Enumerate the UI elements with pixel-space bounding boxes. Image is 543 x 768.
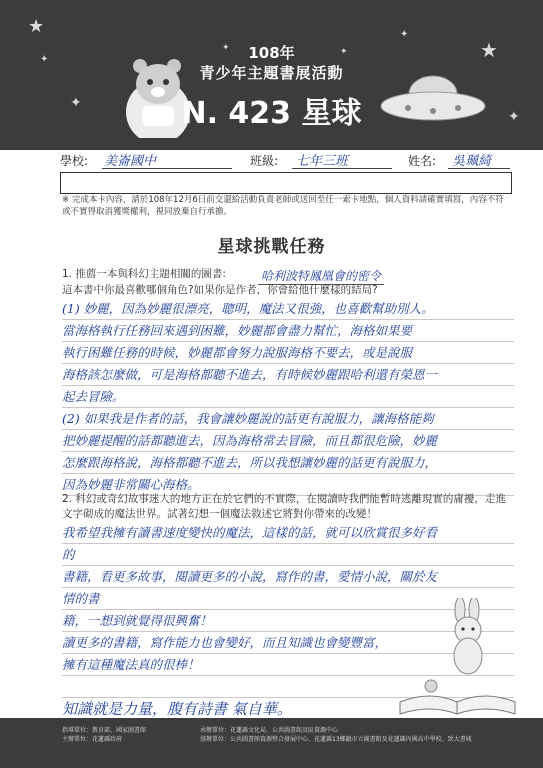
school-field[interactable]: 美崙國中 [104, 154, 157, 169]
answer-line: 知識就是力量，腹有詩書 氣自華。 [62, 700, 292, 718]
school-label: 學校: [60, 154, 89, 168]
star-icon: ✦ [222, 43, 230, 53]
answer-line: 擁有這種魔法真的很棒！ [62, 657, 200, 672]
answer-line: 起去冒險。 [62, 389, 125, 404]
ufo-icon [378, 70, 488, 130]
mission-title: 星球挑戰任務 [217, 237, 326, 257]
class-label: 班級: [250, 154, 279, 168]
footer-coorganizers: 承辦單位：花蓮縣文化局、公共圖書館及區資源中心 協辦單位：公共圖書館資源整合發展中心、花蓮縣13鄉鎮市立圖書館及花蓮縣內國高中學校、致大書城 [200, 727, 472, 743]
star-icon: ✦ [508, 109, 520, 125]
answer-line: 當海格執行任務回來遇到困難，妙麗都會盡力幫忙，海格如果要 [62, 323, 413, 338]
contact-blank-box[interactable] [60, 172, 512, 194]
star-icon: ★ [28, 16, 45, 37]
star-icon: ✦ [40, 54, 49, 65]
school-underline [102, 168, 232, 169]
star-icon: ★ [480, 38, 498, 62]
star-icon: ✦ [70, 95, 82, 111]
event-subtitle: 青少年主題書展活動 [199, 64, 344, 82]
header-banner [0, 0, 543, 150]
rabbit-icon [438, 598, 498, 678]
recommended-book-field[interactable]: 哈利波特鳳凰會的密令 [258, 267, 384, 285]
star-icon: ✦ [340, 47, 348, 57]
answer-line: 讀更多的書籍，寫作能力也會變好，而且知識也會變豐富， [62, 635, 388, 650]
answer-line: 書籍，看更多故事，閱讀更多的小說，寫作的書，愛情小說，關於友情的書 [62, 569, 438, 606]
event-year: 108年 [248, 44, 295, 62]
answer-line: 因為妙麗非常關心海格。 [62, 477, 200, 492]
answer-line: 執行困難任務的時候，妙麗都會努力說服海格不要去，或是說服 [62, 345, 413, 360]
q1-answer[interactable] [62, 298, 514, 496]
answer-line: 海格該怎麼做，可是海格都聽不進去，有時候妙麗跟哈利還有榮恩一 [62, 367, 438, 382]
page-title: N. 423 星球 [181, 96, 362, 131]
star-icon: ✦ [400, 29, 409, 40]
q2-answer[interactable] [62, 522, 442, 720]
student-info-row [60, 150, 510, 170]
q1-prompt: 1. 推薦一本與科幻主題相關的圖書: [62, 268, 226, 280]
notice-text: ※ 完成本卡內容，請於108年12月6日前交還給活動負責老師或送回至任一索卡地點，個人資料請確實填寫，內容不符或不實得取消獲獎權利，視同放棄自行承擔。 [62, 195, 504, 217]
answer-line: (1) 妙麗，因為妙麗很漂亮，聰明，魔法又很強，也喜歡幫助別人。 [62, 301, 434, 316]
answer-line: 怎麼跟海格說，海格都聽不進去，所以我想讓妙麗的話更有說服力， [62, 455, 438, 470]
answer-line: 籍，一想到就覺得很興奮！ [62, 613, 213, 628]
name-underline [448, 168, 510, 169]
answer-line: 我希望我擁有讀書速度變快的魔法，這樣的話，就可以欣賞很多好看的 [62, 525, 438, 562]
footer-credits [0, 718, 543, 768]
open-book-icon [395, 672, 520, 717]
name-field[interactable]: 吳珮綺 [452, 154, 492, 169]
name-label: 姓名: [408, 154, 437, 168]
answer-line: 把妙麗提醒的話都聽進去，因為海格常去冒險，而且都很危險，妙麗 [62, 433, 438, 448]
class-field[interactable]: 七年三班 [296, 154, 349, 169]
class-underline [292, 168, 392, 169]
answer-line: (2) 如果我是作者的話，我會讓妙麗說的話更有說服力，讓海格能夠 [62, 411, 434, 426]
q1-prompt-2: 這本書中你最喜歡哪個角色?如果你是作者，你會給他什麼樣的結局? [62, 284, 378, 296]
footer-organizers: 指導單位：教育部、國家圖書館 主辦單位：花蓮縣政府 [62, 727, 147, 743]
q2-prompt: 2. 科幻或奇幻故事迷人的地方正在於它們的不實際，在閱讀時我們能暫時逃離現實的庸擾，走進文字砌成的魔法世界。試著幻想一個魔法敘述它將對你帶來的改變！ [62, 493, 506, 520]
